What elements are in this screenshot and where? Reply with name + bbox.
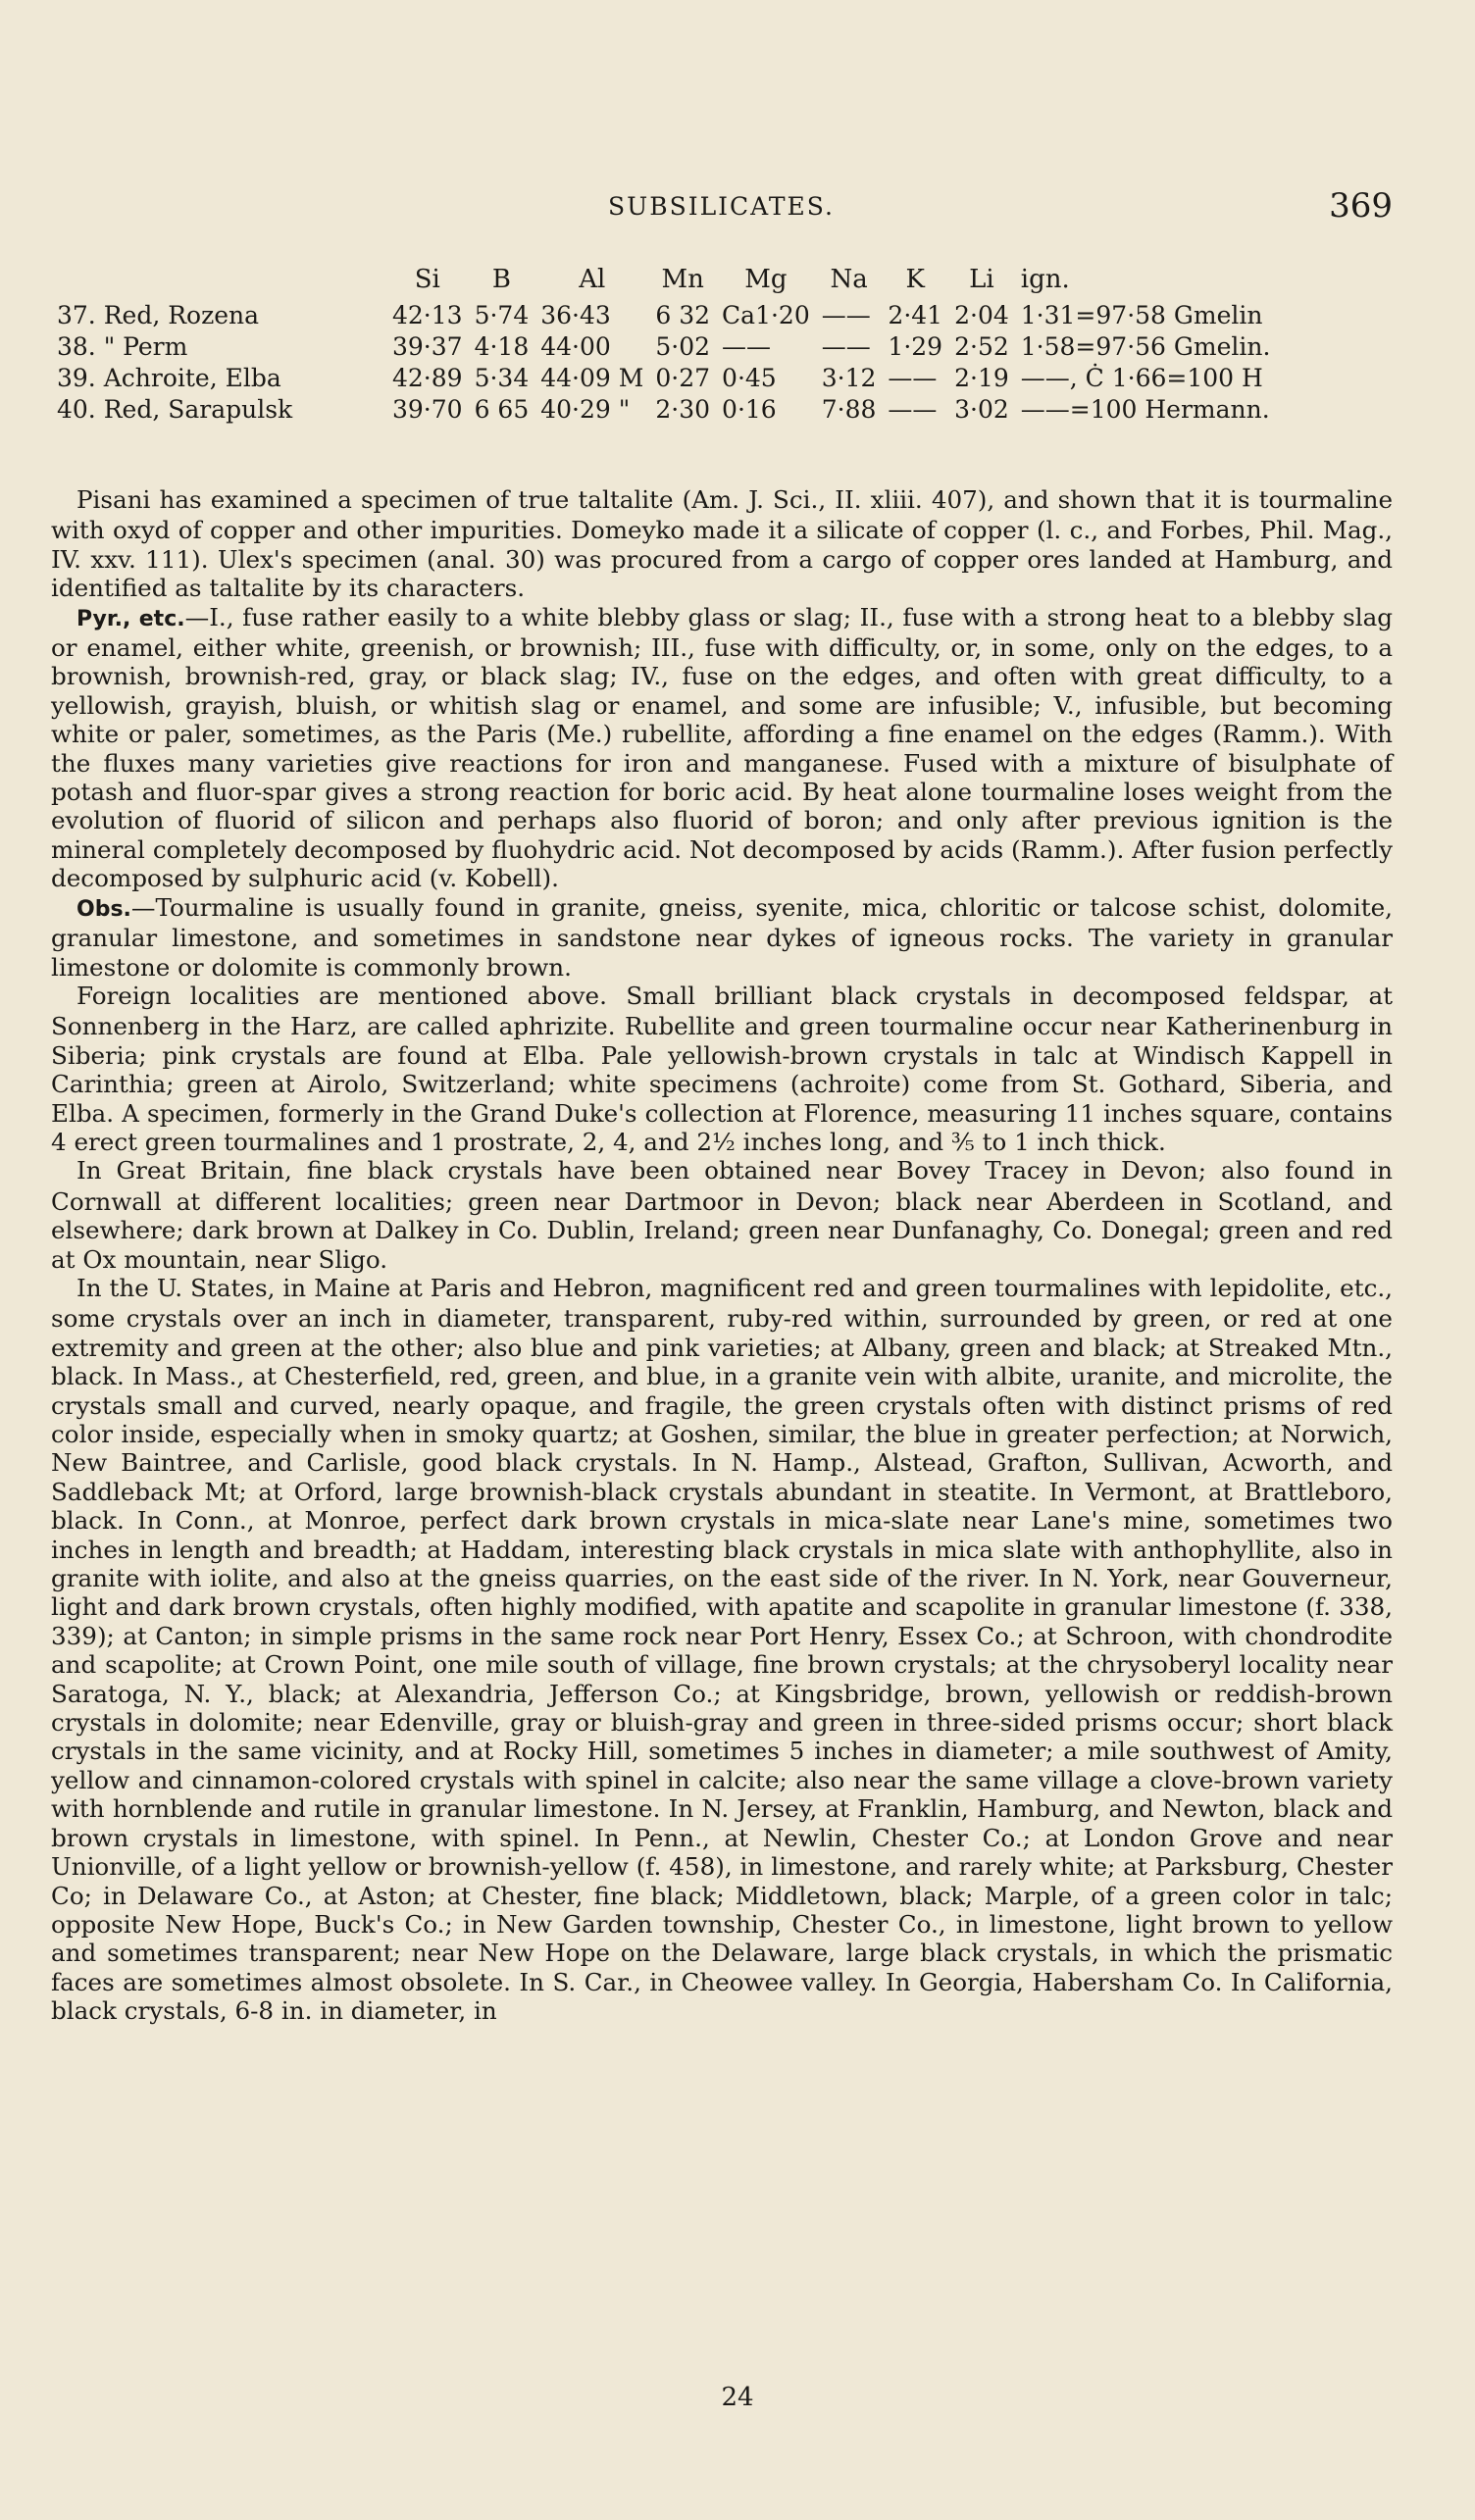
column-header: Mg: [744, 265, 788, 294]
paragraph-great-britain: [51, 1156, 1393, 1274]
table-header-row: [51, 260, 1276, 299]
table-cell: 37. Red, Rozena: [57, 300, 260, 329]
table-cell: 39·37: [392, 331, 463, 361]
table-cell: ——: [722, 331, 772, 361]
table-cell: 4·18: [474, 331, 530, 361]
column-header: B: [491, 265, 511, 294]
table-cell: 5·34: [474, 363, 530, 392]
column-header: Si: [414, 265, 440, 294]
table-cell: 42·89: [392, 363, 463, 392]
table-cell: 44·00: [540, 331, 611, 361]
table-cell: 1·29: [888, 331, 943, 361]
table-cell: Ca1·20: [722, 300, 810, 329]
table-row: [51, 362, 1276, 393]
table-cell: 7·88: [821, 394, 877, 424]
table-cell: ——: [821, 331, 871, 361]
column-header: [51, 260, 386, 299]
table-cell: 2·41: [888, 300, 943, 329]
table-cell: 6 32: [655, 300, 711, 329]
table-cell: 40·29 ": [540, 394, 631, 424]
paragraph-taltalite: [51, 485, 1393, 603]
table-row: [51, 299, 1276, 330]
paragraph-foreign-localities: [51, 982, 1393, 1156]
paragraph-pyr: [51, 603, 1393, 893]
table-cell: 39. Achroite, Elba: [57, 363, 281, 392]
table-cell: 5·02: [655, 331, 711, 361]
table-cell: 40. Red, Sarapulsk: [57, 394, 293, 424]
table-cell: 44·09 M: [540, 363, 644, 392]
paragraph-united-states: [51, 1274, 1393, 2026]
column-header: K: [905, 265, 925, 294]
table-cell: 2·30: [655, 394, 711, 424]
table-cell: ——: [821, 300, 871, 329]
column-header: Al: [579, 265, 606, 294]
running-title: SUBSILICATES.: [608, 192, 835, 221]
table-cell: 5·74: [474, 300, 530, 329]
analysis-table: [51, 260, 1276, 425]
table-cell: 39·70: [392, 394, 463, 424]
paragraph-text: Foreign localities are mentioned above. Small brilliant black crystals in decomposed feldspar, at Sonnenberg in the Harz, are called aphrizite. Rubellite and green tourmaline occur near Katherinenburg in Siberia; pink crystals are found at Elba. Pale yellowish-brown crystals in talc at Windisch Kappell in Carinthia; green at Airolo, Switzerland; white specimens (achroite) come from St. Gothard, Siberia, and Elba. A specimen, formerly in the Grand Duke's collection at Florence, measuring 11 inches square, contains 4 erect green tourmalines and 1 prostrate, 2, 4, and 2½ inches long, and ⅗ to 1 inch thick.: [51, 981, 1393, 1156]
table-cell: 2·52: [954, 331, 1009, 361]
table-cell: 42·13: [392, 300, 463, 329]
table-cell: 38. " Perm: [57, 331, 188, 361]
paragraph-text: Pisani has examined a specimen of true taltalite (Am. J. Sci., II. xliii. 407), and shown that it is tourmaline with oxyd of copper and other impurities. Domeyko made it a silicate of copper (l. c., and Forbes, Phil. Mag., IV. xxv. 111). Ulex's specimen (anal. 30) was procured from a cargo of copper ores landed at Hamburg, and identified as taltalite by its characters.: [51, 485, 1393, 603]
table-cell: 6 65: [474, 394, 530, 424]
signature-mark: 24: [721, 2383, 754, 2412]
column-header: Mn: [661, 265, 704, 294]
table-cell: 36·43: [540, 300, 611, 329]
table-cell: 3·12: [821, 363, 877, 392]
running-header: [39, 186, 1393, 226]
paragraph-head: Pyr., etc.: [76, 606, 185, 631]
table-cell: ——: [888, 363, 938, 392]
column-header: ign.: [1020, 265, 1070, 294]
paragraph-text: In Great Britain, fine black crystals have been obtained near Bovey Tracey in Devon; also found in Cornwall at different localities; green near Dartmoor in Devon; black near Aberdeen in Scotland, and elsewhere; dark brown at Dalkey in Co. Dublin, Ireland; green near Dunfanaghy, Co. Donegal; green and red at Ox mountain, near Sligo.: [51, 1156, 1393, 1274]
table-cell: 1·58=97·56 Gmelin.: [1020, 331, 1271, 361]
paragraph-obs: [51, 893, 1393, 982]
paragraph-text: In the U. States, in Maine at Paris and Hebron, magnificent red and green tourmalines with lepidolite, etc., some crystals over an inch in diameter, transparent, ruby-red within, surrounded by green, or red at one extremity and green at the other; also blue and pink varieties; at Albany, green and black; at Streaked Mtn., black. In Mass., at Chesterfield, red, green, and blue, in a granite vein with albite, uranite, and microlite, the crystals small and curved, nearly opaque, and fragile, the green crystals often with distinct prisms of red color inside, especially when in smoky quartz; at Goshen, similar, the blue in greater perfection; at Norwich, New Baintree, and Carlisle, good black crystals. In N. Hamp., Alstead, Grafton, Sullivan, Acworth, and Saddleback Mt; at Orford, large brownish-black crystals abundant in steatite. In Vermont, at Brattleboro, black. In Conn., at Monroe, perfect dark brown crystals in mica-slate near Lane's mine, sometimes two inches in length and breadth; at Haddam, interesting black crystals in mica slate with anthophyllite, also in granite with iolite, and also at the gneiss quarries, on the east side of the river. In N. York, near Gouverneur, light and dark brown crystals, often highly modified, with apatite and scapolite in granular limestone (f. 338, 339); at Canton; in simple prisms in the same rock near Port Henry, Essex Co.; at Schroon, with chondrodite and scapolite; at Crown Point, one mile south of village, fine brown crystals; at the chrysoberyl locality near Saratoga, N. Y., black; at Alexandria, Jefferson Co.; at Kingsbridge, brown, yellowish or reddish-brown crystals in dolomite; near Edenville, gray or bluish-gray and green in three-sided prisms occur; short black crystals in the same vicinity, and at Rocky Hill, sometimes 5 inches in diameter; a mile southwest of Amity, yellow and cinnamon-colored crystals with spinel in calcite; also near the same village a clove-brown variety with hornblende and rutile in granular limestone. In N. Jersey, at Franklin, Hamburg, and Newton, black and brown crystals in limestone, with spinel. In Penn., at Newlin, Chester Co.; at London Grove and near Unionville, of a light yellow or brownish-yellow (f. 458), in limestone, and rarely white; at Parksburg, Chester Co; in Delaware Co., at Aston; at Chester, fine black; Middletown, black; Marple, of a green color in talc; opposite New Hope, Buck's Co.; in New Garden township, Chester Co., in limestone, light brown to yellow and sometimes transparent; near New Hope on the Delaware, large black crystals, in which the prismatic faces are sometimes almost obsolete. In S. Car., in Cheowee valley. In Georgia, Habersham Co. In California, black crystals, 6-8 in. in diameter, in: [51, 1273, 1393, 2026]
table-cell: ——, Ċ 1·66=100 H: [1020, 363, 1263, 392]
table-cell: 2·19: [954, 363, 1009, 392]
page-number: 369: [1329, 186, 1393, 226]
table-cell: 0·27: [655, 363, 711, 392]
table-cell: 3·02: [954, 394, 1009, 424]
body-text: [51, 485, 1393, 2026]
paragraph-text: —I., fuse rather easily to a white blebby glass or slag; II., fuse with a strong heat to a blebby slag or enamel, either white, greenish, or brownish; III., fuse with difficulty, or, in some, only on the edges, to a brownish, brownish-red, gray, or black slag; IV., fuse on the edges, and often with great difficulty, to a yellowish, grayish, bluish, or whitish slag or enamel, and some are infusible; V., infusible, but becoming white or paler, sometimes, as the Paris (Me.) rubellite, affording a fine enamel on the edges (Ramm.). With the fluxes many varieties give reactions for iron and manganese. Fused with a mixture of bisulphate of potash and fluor-spar gives a strong reaction for boric acid. By heat alone tourmaline loses weight from the evolution of fluorid of silicon and perhaps also fluorid of boron; and only after previous ignition is the mineral completely decomposed by fluohydric acid. Not decomposed by acids (Ramm.). After fusion perfectly decomposed by sulphuric acid (v. Kobell).: [51, 602, 1393, 893]
table-cell: 1·31=97·58 Gmelin: [1020, 300, 1263, 329]
table-cell: 0·16: [722, 394, 777, 424]
table-row: [51, 393, 1276, 425]
table-cell: ——: [888, 394, 938, 424]
paragraph-text: —Tourmaline is usually found in granite, gneiss, syenite, mica, chloritic or talcose schist, dolomite, granular limestone, and sometimes in sandstone near dykes of igneous rocks. The variety in granular limestone or dolomite is commonly brown.: [51, 892, 1393, 982]
table-row: [51, 330, 1276, 362]
table-cell: 2·04: [954, 300, 1009, 329]
paragraph-head: Obs.: [76, 896, 131, 922]
table-cell: ——=100 Hermann.: [1020, 394, 1270, 424]
column-header: Li: [969, 265, 994, 294]
table-cell: 0·45: [722, 363, 777, 392]
column-header: Na: [830, 265, 868, 294]
